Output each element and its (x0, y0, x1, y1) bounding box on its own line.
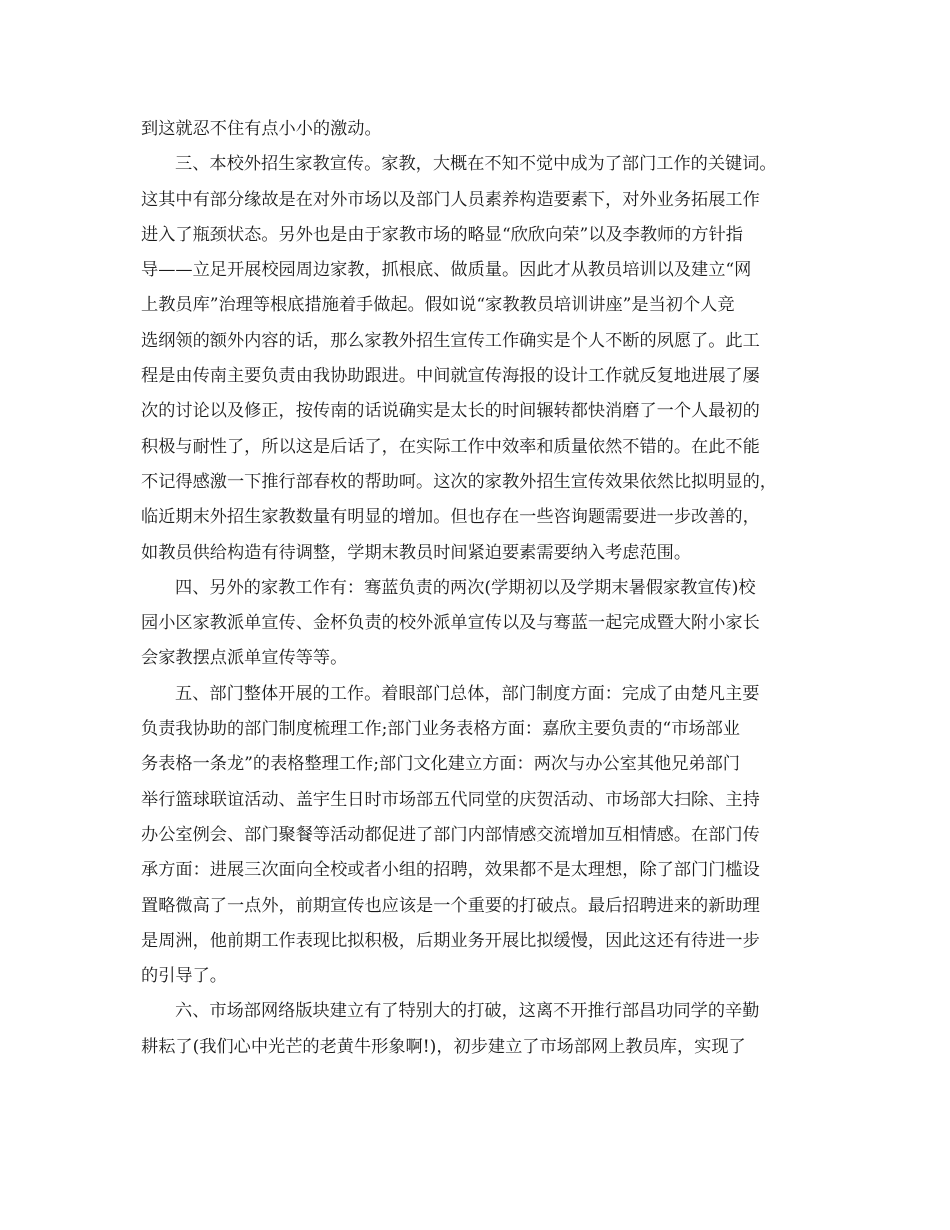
text-line: 承方面：进展三次面向全校或者小组的招聘，效果都不是太理想，除了部门门槛设 (141, 860, 760, 881)
paragraph-start-line: 五、部门整体开展的工作。着眼部门总体，部门制度方面：完成了由楚凡主要 (175, 683, 760, 704)
text-line: 的引导了。 (141, 966, 227, 987)
text-line: 积极与耐性了，所以这是后话了，在实际工作中效率和质量依然不错的。在此不能 (141, 436, 760, 457)
text-line: 选纲领的额外内容的话，那么家教外招生宣传工作确实是个人不断的夙愿了。此工 (141, 330, 760, 351)
text-line: 办公室例会、部门聚餐等活动都促进了部门内部情感交流增加互相情感。在部门传 (141, 824, 760, 845)
text-line: 耕耘了(我们心中光芒的老黄牛形象啊!)，初步建立了市场部网上教员库，实现了 (141, 1036, 746, 1057)
text-line: 置略微高了一点外，前期宣传也应该是一个重要的打破点。最后招聘进来的新助理 (141, 895, 760, 916)
paragraph-start-line: 三、本校外招生家教宣传。家教，大概在不知不觉中成为了部门工作的关键词。 (175, 154, 777, 175)
text-line: 是周洲，他前期工作表现比拟积极，后期业务开展比拟缓慢，因此这还有待进一步 (141, 930, 760, 951)
text-line: 举行篮球联谊活动、盖宇生日时市场部五代同堂的庆贺活动、市场部大扫除、主持 (141, 789, 760, 810)
body-text (141, 112, 821, 1065)
text-line: 会家教摆点派单宣传等等。 (141, 648, 348, 669)
text-line: 如教员供给构造有待调整，学期末教员时间紧迫要素需要纳入考虑范围。 (141, 542, 692, 563)
text-line: 进入了瓶颈状态。另外也是由于家教市场的略显“欣欣向荣”以及李教师的方针指 (141, 224, 743, 245)
text-line: 程是由传南主要负责由我协助跟进。中间就宣传海报的设计工作就反复地进展了屡 (141, 366, 760, 387)
text-line: 园小区家教派单宣传、金杯负责的校外派单宣传以及与骞蓝一起完成暨大附小家长 (141, 613, 760, 634)
paragraph-start-line: 六、市场部网络版块建立有了特别大的打破，这离不开推行部昌功同学的辛勤 (175, 1001, 760, 1022)
text-line: 不记得感激一下推行部春枚的帮助呵。这次的家教外招生宣传效果依然比拟明显的， (141, 471, 777, 492)
text-line: 负责我协助的部门制度梳理工作;部门业务表格方面：嘉欣主要负责的“市场部业 (141, 719, 740, 740)
text-line: 务表格一条龙”的表格整理工作;部门文化建立方面：两次与办公室其他兄弟部门 (141, 754, 740, 775)
paragraph-start-line: 四、另外的家教工作有：骞蓝负责的两次(学期初以及学期末暑假家教宣传)校 (175, 577, 756, 598)
text-line: 临近期末外招生家教数量有明显的增加。但也存在一些咨询题需要进一步改善的， (141, 507, 760, 528)
text-line: 次的讨论以及修正，按传南的话说确实是太长的时间辗转都快消磨了一个人最初的 (141, 401, 760, 422)
text-line: 上教员库”治理等根底措施着手做起。假如说“家教教员培训讲座”是当初个人竞 (141, 295, 735, 316)
text-line: 到这就忍不住有点小小的激动。 (141, 119, 382, 139)
text-line: 导——立足开展校园周边家教，抓根底、做质量。因此才从教员培训以及建立“网 (141, 260, 752, 281)
text-line: 这其中有部分缘故是在对外市场以及部门人员素养构造要素下，对外业务拓展工作 (141, 189, 760, 210)
